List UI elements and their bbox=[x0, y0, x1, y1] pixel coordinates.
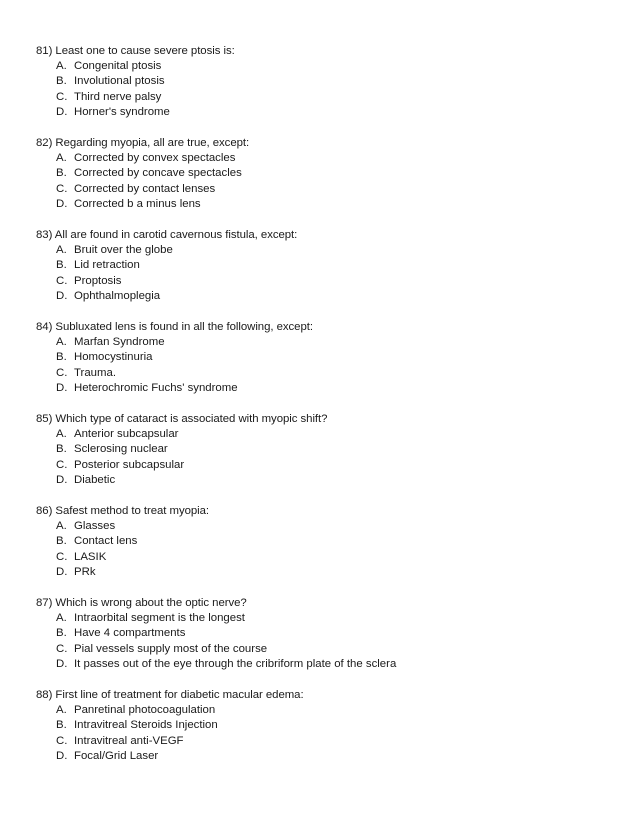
option-letter: D. bbox=[56, 381, 68, 394]
option-text: It passes out of the eye through the cribriform plate of the sclera bbox=[74, 657, 397, 670]
answer-option bbox=[36, 519, 616, 534]
answer-option bbox=[36, 197, 616, 212]
option-letter: C. bbox=[56, 366, 68, 379]
answer-option bbox=[36, 350, 616, 365]
answer-option bbox=[36, 335, 616, 350]
answer-option bbox=[36, 550, 616, 565]
option-text: Horner's syndrome bbox=[74, 105, 170, 118]
question-stem: 88) First line of treatment for diabetic macular edema: bbox=[36, 689, 304, 701]
option-letter: D. bbox=[56, 105, 68, 118]
answer-option bbox=[36, 90, 616, 105]
option-text: Trauma. bbox=[74, 366, 116, 379]
option-letter: B. bbox=[56, 443, 67, 456]
answer-option bbox=[36, 59, 616, 74]
option-letter: D. bbox=[56, 197, 68, 210]
option-text: Corrected by concave spectacles bbox=[74, 167, 242, 180]
option-letter: C. bbox=[56, 274, 68, 287]
option-text: Corrected by contact lenses bbox=[74, 182, 216, 195]
option-letter: B. bbox=[56, 75, 67, 88]
answer-option bbox=[36, 74, 616, 89]
option-text: Bruit over the globe bbox=[74, 244, 173, 256]
question-stem: 86) Safest method to treat myopia: bbox=[36, 505, 210, 517]
option-letter: C. bbox=[56, 734, 68, 747]
answer-option bbox=[36, 657, 616, 672]
answer-option bbox=[36, 381, 616, 396]
option-letter: C. bbox=[56, 458, 68, 471]
answer-option bbox=[36, 642, 616, 657]
option-letter: D. bbox=[56, 473, 68, 486]
question-85 bbox=[36, 412, 616, 488]
question-84 bbox=[36, 320, 616, 396]
option-letter: A. bbox=[56, 152, 67, 164]
option-text: Panretinal photocoagulation bbox=[74, 704, 216, 716]
option-text: Pial vessels supply most of the course bbox=[74, 642, 268, 655]
option-text: Sclerosing nuclear bbox=[74, 443, 168, 456]
question-stem: 84) Subluxated lens is found in all the following, except: bbox=[36, 321, 313, 333]
option-text: LASIK bbox=[74, 550, 107, 563]
option-text: Intravitreal anti-VEGF bbox=[74, 734, 184, 747]
option-letter: B. bbox=[56, 259, 67, 272]
option-text: Heterochromic Fuchs' syndrome bbox=[74, 381, 238, 394]
option-text: Glasses bbox=[74, 520, 116, 532]
option-text: Homocystinuria bbox=[74, 351, 153, 364]
answer-option bbox=[36, 243, 616, 258]
answer-option bbox=[36, 458, 616, 473]
answer-option bbox=[36, 427, 616, 442]
answer-option bbox=[36, 734, 616, 749]
option-letter: C. bbox=[56, 90, 68, 103]
question-87 bbox=[36, 596, 616, 672]
answer-option bbox=[36, 105, 616, 120]
option-letter: D. bbox=[56, 289, 68, 302]
option-letter: C. bbox=[56, 182, 68, 195]
option-letter: B. bbox=[56, 719, 67, 732]
option-letter: A. bbox=[56, 60, 67, 72]
option-text: Lid retraction bbox=[74, 259, 140, 272]
answer-option bbox=[36, 611, 616, 626]
answer-option bbox=[36, 565, 616, 580]
option-text: Anterior subcapsular bbox=[74, 428, 179, 440]
question-stem: 87) Which is wrong about the optic nerve? bbox=[36, 597, 247, 609]
answer-option bbox=[36, 442, 616, 457]
option-letter: A. bbox=[56, 244, 67, 256]
answer-option bbox=[36, 703, 616, 718]
option-letter: A. bbox=[56, 428, 67, 440]
option-letter: A. bbox=[56, 520, 67, 532]
option-letter: C. bbox=[56, 550, 68, 563]
option-text: Third nerve palsy bbox=[74, 90, 162, 103]
question-stem: 82) Regarding myopia, all are true, except: bbox=[36, 137, 250, 149]
option-letter: D. bbox=[56, 657, 68, 670]
option-letter: C. bbox=[56, 642, 68, 655]
option-text: Intraorbital segment is the longest bbox=[74, 612, 245, 624]
answer-option bbox=[36, 258, 616, 273]
question-81 bbox=[36, 44, 616, 120]
option-text: Corrected b a minus lens bbox=[74, 197, 201, 210]
answer-option bbox=[36, 534, 616, 549]
option-text: Marfan Syndrome bbox=[74, 336, 165, 348]
question-86 bbox=[36, 504, 616, 580]
answer-option bbox=[36, 182, 616, 197]
answer-option bbox=[36, 718, 616, 733]
option-letter: A. bbox=[56, 336, 67, 348]
option-letter: B. bbox=[56, 351, 67, 364]
question-stem: 81) Least one to cause severe ptosis is: bbox=[36, 45, 235, 57]
answer-option bbox=[36, 366, 616, 381]
option-letter: D. bbox=[56, 749, 68, 762]
option-letter: A. bbox=[56, 612, 67, 624]
question-82 bbox=[36, 136, 616, 212]
answer-option bbox=[36, 274, 616, 289]
option-text: Proptosis bbox=[74, 274, 122, 287]
answer-option bbox=[36, 289, 616, 304]
answer-option bbox=[36, 473, 616, 488]
option-letter: B. bbox=[56, 167, 67, 180]
option-text: Focal/Grid Laser bbox=[74, 749, 159, 762]
answer-option bbox=[36, 151, 616, 166]
question-88 bbox=[36, 688, 616, 764]
option-text: Intravitreal Steroids Injection bbox=[74, 719, 218, 732]
option-text: PRk bbox=[74, 565, 96, 578]
question-83 bbox=[36, 228, 616, 304]
option-letter: B. bbox=[56, 627, 67, 640]
option-text: Have 4 compartments bbox=[74, 627, 186, 640]
option-text: Posterior subcapsular bbox=[74, 458, 185, 471]
option-letter: A. bbox=[56, 704, 67, 716]
option-letter: B. bbox=[56, 535, 67, 548]
option-text: Contact lens bbox=[74, 535, 138, 548]
question-stem: 83) All are found in carotid cavernous fistula, except: bbox=[36, 229, 298, 241]
option-text: Corrected by convex spectacles bbox=[74, 152, 236, 164]
answer-option bbox=[36, 626, 616, 641]
option-text: Congenital ptosis bbox=[74, 60, 162, 72]
option-text: Ophthalmoplegia bbox=[74, 289, 161, 302]
option-letter: D. bbox=[56, 565, 68, 578]
answer-option bbox=[36, 166, 616, 181]
answer-option bbox=[36, 749, 616, 764]
option-text: Involutional ptosis bbox=[74, 75, 165, 88]
option-text: Diabetic bbox=[74, 473, 116, 486]
question-stem: 85) Which type of cataract is associated with myopic shift? bbox=[36, 413, 328, 425]
